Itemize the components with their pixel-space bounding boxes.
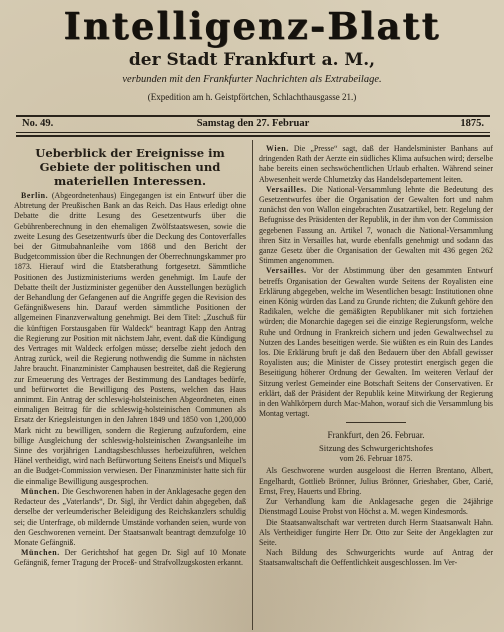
paragraph-lead: München. xyxy=(21,486,60,496)
paragraph-text: Die Geschworenen haben in der Anklagesache gegen den Redacteur des „Vaterlands“, Dr. Sigl, ihr Verdict dahin abgegeben, daß derselbe der verleumderischer Beleidigung des Reichskanzlers schuldig sei; die Unterfrage, ob mildernde Umstände vorhanden seien, wurde von den Geschworenen verneint. Der Staatsanwalt beantragt demzufolge 10 Monate Gefängniß. xyxy=(14,486,246,547)
masthead-supplement: verbunden mit den Frankfurter Nachrichten als Extrabeilage. xyxy=(122,74,382,85)
court-paragraphs xyxy=(259,466,493,568)
paragraph-text: Als Geschworene wurden ausgeloost die Herren Brentano, Albert, Engelhardt, Gottlieb Brönner, Julius Brönner, Grieshaber, Gber, Carié, Ernst, Frey, Hauerts und Ebring. xyxy=(259,466,493,496)
court-session-date: vom 26. Februar 1875. xyxy=(339,454,413,464)
column-divider xyxy=(252,140,253,630)
issue-number: No. 49. xyxy=(22,118,54,129)
paragraph xyxy=(259,266,493,419)
paragraph-lead: Wien. xyxy=(266,144,289,153)
paragraph-text: Die „Presse“ sagt, daß der Handelsminister Banhans auf dringenden Rath der Aerzte ein südliches Klima aufsuchen wird; derselbe habe bereits einen sechswöchentlichen Urlaub erhalten. Während seiner Abwesenheit werde Chlumetzky das Handelsdepartement leiten. xyxy=(259,144,493,184)
paragraph-text: Vor der Abstimmung über den gesammten Entwurf betreffs Organisation der Gewalten wurde Seitens der Royalisten eine Erklärung abgegeben, welche im Wesentlichen besagt: Institutionen ohne einen König würden das Land zu Grunde richten; die Zukunft gehöre den Radikalen, welche die gemäßigten Republikaner mit sich fortziehen würden; die Monarchie dagegen sei die einzige Regierungsform, welche Ruhe und Ordnung in Frankreich sichern und jeden Gewaltwechsel zu Nutzen des Landes beseitigen werde. Sie wüßten es ein Ruin des Landes los. Die Erklärung bruft je daß den Bedauern über den Abfall gewisser Royalisten aus; die Minister de Cissey protestirt energisch gegen die Beseitigung höherer Ordnung der Gewalten. Im weiteren Verlauf der Sitzung verlest Gemeinder eine Botschaft Seitens der Conservativen. Er erklärt, daß der Präsident der Republik keine Mitwirkung der Regierung in den Wahlkörpern durch Mac-Mahon, worauf sich die Versammlung bis Montag vertagt. xyxy=(259,266,493,419)
paragraph-lead: Versailles. xyxy=(266,266,307,276)
paragraph xyxy=(259,497,493,517)
header-rule-bottom-thin xyxy=(16,132,490,133)
left-paragraphs xyxy=(14,191,246,569)
paragraph xyxy=(14,487,246,548)
paragraph-text: Die National-Versammlung lehnte die Bedeutung des Gesetzentwurfes über die Organisation der Gewalten fort und nahm zunächst den von Wallon eingebrachten Zusatzartikel, betr. Regelung der Befugnisse des Präsidenten der Republik, in der ihm von der Commission gegebenen Fassung an. Artikel 7, wonach die National-Versammlung ihren Sitz in Versailles hat, wurde ebenfalls genehmigt und sodann das ganze Gesetz über die Organisation der Gewalten mit 436 gegen 262 Stimmen angenommen. xyxy=(259,184,493,266)
section-rule xyxy=(346,422,406,423)
court-session-title: Sitzung des Schwurgerichtshofes xyxy=(319,443,433,454)
section-heading: Ueberblick der Ereignisse im Gebiete der politischen und materiellen Interessen. xyxy=(35,146,225,188)
paragraph xyxy=(14,548,246,568)
masthead-title: Intelligenz-Blatt xyxy=(63,4,441,48)
left-column xyxy=(14,144,246,632)
issue-date: Samstag den 27. Februar xyxy=(196,118,310,129)
paragraph-lead: Berlin. xyxy=(21,191,49,200)
paragraph-text: Die Staatsanwaltschaft war vertreten durch Herrn Staatsanwalt Hahn. Als Vertheidiger fungirte Herr Dr. Otto zur Seite der Angeklagten zur Seite. xyxy=(259,517,493,547)
issue-year: 1875. xyxy=(460,118,484,129)
paragraph xyxy=(259,548,493,568)
paragraph xyxy=(259,185,493,267)
header-rule-bottom xyxy=(16,135,490,137)
masthead-expedition: (Expedition am h. Geistpförtchen, Schlachthausgasse 21.) xyxy=(147,92,357,102)
right-column xyxy=(259,144,493,632)
paragraph xyxy=(259,466,493,497)
paragraph-lead: Versailles. xyxy=(266,184,307,194)
paragraph-text: Zur Verhandlung kam die Anklagesache gegen die 24jährige Dienstmagd Louise Probst von Höchst a. M. wegen Kindesmords. xyxy=(259,497,493,517)
paragraph-text: (Abgeordnetenhaus) Eingegangen ist ein Entwurf über die Abtretung der Preußischen Bank an das Reich. Das Haus erledigt ohne Debatte die dritte Lesung des Gesetzentwurfs über die Gebührenberechnung in den ehemaligen Zwölfstaatswesen, sowie die zweite Lesung des Gesetzentwurfs über die Deckung des Contoverfalles bei der Gitmubahnanleihe vom 1868 und den Bericht der Budgetcommission über die Rechnungen der Oberrechnungskammer pro 1873. Hierauf wird die Etatsberathung fortgesetzt. Sämmtliche Positionen des Justizministeriums werden genehmigt. Im Laufe der Debatte theilt der Justizminister gegenüber den Ausstellungen bezüglich der Behandlung der Gefangenen auf die Angriffe gegen die Revision des Gefängnißwesens hin. Darauf werden sämmtliche Positionen der allgemeinen Finanzverwaltung genehmigt. Bei dem Titel: „Zuschuß für die künftigen Forstausgaben für Waldeck“ beantragt Kapp den Antrag die Regierung zur Position mit nächstem Jahr, event. daß die Kündigung des Vertrages mit Waldeck erfolgen müsse; derselbe zieht jedoch den Antrag zurück, weil die Regierung nothwendig die Summe in nächsten Jahre braucht. Finanzminister Camphausen bestreitet, daß die Regierung zur Erneuerung des Vertrages der Bestimmung des Landtages bedürfe, und befürwortet die Bewilligung des Postens, welchen das Haus annimmt. Ein Antrag der schleswig-holsteinischen Abgeordneten, einen einmaligen Beitrag für die schleswig-holsteinischen Communen als Ersatz der Kriegsleistungen in den Jahren 1849 und 1850 von 1,200,000 Mark nicht zu bewilligen, sondern die Regierung aufzufordern, eine billige Ausgleichung der schleswig-holsteinischen Zwangsanleihe im Sinne des vorjährigen Landtagsbeschlusses herbeizuführen, welchen Hänel vertheidigt, wird nach Befürwortung Seitens Eneist's und Miquel's an die Budget-Commission verwiesen. Der Finanzminister hatte sich für die einmalige Bewilligung ausgesprochen. xyxy=(14,191,246,486)
paragraph xyxy=(14,191,246,487)
paragraph-lead: München. xyxy=(21,548,60,558)
right-paragraphs xyxy=(259,144,493,419)
paragraph xyxy=(259,518,493,549)
local-dateline: Frankfurt, den 26. Februar. xyxy=(327,430,425,441)
paragraph-text: Nach Bildung des Schwurgerichts wurde auf Antrag der Staatsanwaltschaft die Oeffentlichkeit ausgeschlossen. Im Ver- xyxy=(259,548,493,568)
issue-line xyxy=(22,116,484,132)
paragraph-text: Der Gerichtshof hat gegen Dr. Sigl auf 10 Monate Gefängniß, ferner Tragung der Proceß- und Strafvollzugskosten erkannt. xyxy=(14,548,246,568)
paragraph xyxy=(259,144,493,185)
masthead-subtitle: der Stadt Frankfurt a. M., xyxy=(128,50,376,70)
